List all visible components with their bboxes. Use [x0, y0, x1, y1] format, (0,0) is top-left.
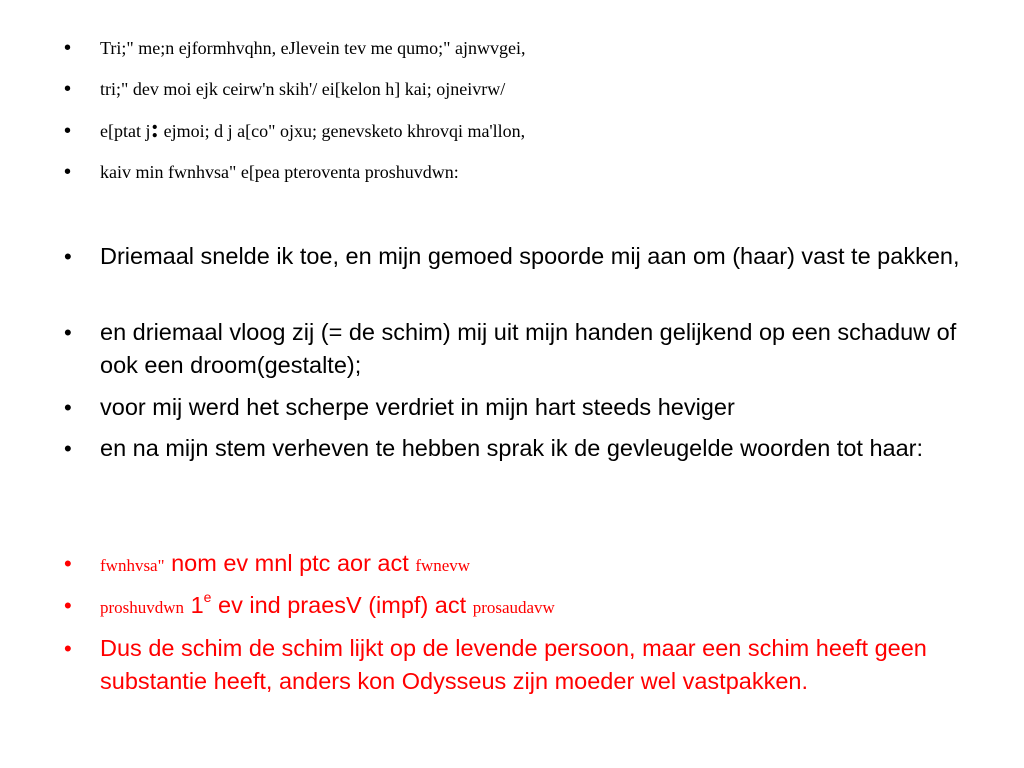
note-person: 1	[184, 592, 204, 618]
dutch-line-1	[64, 240, 984, 273]
greek-line-1	[64, 37, 984, 59]
greek-line-3	[64, 114, 984, 143]
note-root: prosaudavw	[472, 598, 555, 617]
bullet-icon: •	[64, 161, 72, 183]
note-superscript: e	[203, 589, 212, 606]
bullet-icon: •	[64, 120, 72, 142]
dutch-line-text: voor mij werd het scherpe verdriet in mijn hart steeds heviger	[100, 394, 735, 420]
note-text	[100, 547, 984, 582]
greek-line-text: kaiv min fwnhvsa" e[pea pteroventa proshuvdwn:	[100, 162, 459, 182]
greek-line-text: tri;" dev moi ejk ceirw'n skih'/ ei[kelon h] kai; ojneivrw/	[100, 79, 506, 99]
note-text	[100, 589, 984, 624]
dutch-line-3	[64, 391, 984, 424]
note-explanation	[64, 632, 984, 698]
dutch-line-text: Driemaal snelde ik toe, en mijn gemoed spoorde mij aan om (haar) vast te pakken,	[100, 243, 960, 269]
greek-line-2	[64, 78, 984, 100]
greek-line-4	[64, 161, 984, 183]
bullet-icon: •	[64, 320, 72, 345]
bullet-icon: •	[64, 436, 72, 461]
greek-line-text: Tri;" me;n ejformhvqhn, eJlevein tev me qumo;" ajnwvgei,	[100, 38, 526, 58]
dutch-line-2	[64, 316, 984, 382]
note-proshuvdwn	[64, 589, 984, 624]
bullet-icon: •	[64, 395, 72, 420]
greek-line-part: e[ptat j	[100, 121, 151, 141]
bullet-icon: •	[64, 636, 72, 661]
bullet-icon: •	[64, 551, 72, 576]
bullet-icon: •	[64, 244, 72, 269]
note-analysis: ev ind praesV (impf) act	[211, 592, 473, 618]
note-lemma: fwnhvsa"	[100, 556, 165, 575]
greek-colon: :	[150, 114, 160, 143]
bullet-icon: •	[64, 37, 72, 59]
greek-line-part: ejmoi; d j a[co" ojxu; genevsketo khrovqi ma'llon,	[159, 121, 526, 141]
dutch-line-4	[64, 432, 984, 465]
bullet-icon: •	[64, 78, 72, 100]
note-analysis: nom ev mnl ptc aor act	[164, 550, 416, 576]
note-root: fwnevw	[415, 556, 471, 575]
bullet-icon: •	[64, 593, 72, 618]
dutch-line-text: en driemaal vloog zij (= de schim) mij uit mijn handen gelijkend op een schaduw of ook een droom(gestalte);	[100, 319, 957, 378]
note-fwnhvsa	[64, 547, 984, 582]
dutch-line-text: en na mijn stem verheven te hebben sprak ik de gevleugelde woorden tot haar:	[100, 435, 924, 461]
note-lemma: proshuvdwn	[100, 598, 185, 617]
note-text: Dus de schim de schim lijkt op de levende persoon, maar een schim heeft geen substantie heeft, anders kon Odysseus zijn moeder wel vastpakken.	[100, 635, 927, 694]
greek-line-text	[100, 114, 984, 143]
